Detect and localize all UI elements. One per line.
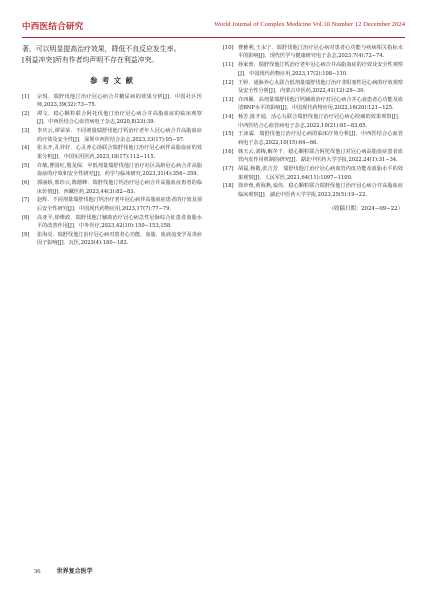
reference-item: [223, 61, 403, 78]
reference-number: [10]: [223, 45, 234, 51]
reference-number: [5]: [22, 162, 30, 169]
reference-item: [22, 162, 202, 179]
reference-text: 张海亮．瑞舒伐他汀治疗冠心病对患者心功能、血脂、血液流变学及炎症因子影响[J]．瓦医,2023(4):180−182.: [37, 231, 202, 247]
reference-number: [1]: [22, 93, 30, 100]
reference-item: [22, 231, 202, 248]
reference-item: [22, 214, 202, 231]
journal-title-cn: 中西医结合研究: [22, 22, 84, 32]
reference-number: [2]: [22, 110, 30, 117]
reference-number: [6]: [22, 180, 30, 187]
received-date: （收稿日期：2024−09−22）: [328, 206, 403, 213]
reference-item: [223, 96, 403, 113]
reference-text: 王婷．通脉养心丸联合低剂量瑞舒伐他汀治疗非阻塞性冠心病的疗效观察及安全性分析[J]．内蒙古中医药,2022,41(12):29−30.: [238, 79, 403, 95]
right-column: [223, 44, 403, 212]
footer-journal-name: 世界复合医学: [56, 568, 93, 575]
reference-item: [223, 44, 403, 61]
reference-number: [14]: [223, 114, 234, 121]
reference-number: [3]: [22, 128, 30, 135]
reference-item: [223, 182, 403, 199]
reference-list-right: [223, 44, 403, 199]
reference-text: 徐珍蓉,黄海燕,栾伟．稳心颗粒联合瑞舒伐他汀治疗冠心病合并高脂血症临床观察[J]．湖北中医药大学学报,2023,25(5):19−22.: [238, 183, 403, 198]
reference-text: 韩天云,刘梅,解冬千．稳心颗粒联合阿托伐他汀对冠心病高脂血症患者血管内皮作用机制的研究[J]．湖北中医药大学学报,2022,24(1):31−34.: [238, 148, 403, 164]
reference-text: 曹雅利,王永宁．瑞舒伐他汀治疗冠心病对患者心功能与疾病相关指标水平的影响[J]．现代医学与健康研究电子杂志,2023,7(4):72−74.: [238, 45, 403, 60]
reference-text: 杨芳,陈开通．活心丸联合瑞舒伐他汀治疗冠心病心绞痛的效果观察[J]．中西医结合心血管病电子杂志,2022,10(21):81−83,65.: [238, 114, 403, 129]
reference-item: [22, 196, 202, 213]
references-heading: 参 考 文 献: [90, 75, 134, 85]
reference-item: [223, 148, 403, 165]
reference-item: [223, 130, 403, 147]
reference-number: [15]: [223, 131, 234, 138]
reference-item: [223, 113, 403, 130]
reference-text: 李庆云,谭荣荣．不同剂量瑞舒伐他汀钙治疗老年人冠心病合并高脂血症的疗效及安全性[J]．深圳中西医结合杂志,2023,33(17):95−97.: [37, 128, 202, 143]
reference-number: [7]: [22, 197, 30, 204]
page-footer: [34, 566, 93, 575]
conflict-statement: [利益冲突]所有作者均声明不存在利益冲突。: [22, 56, 159, 65]
reference-text: 许敏,曹国红,殷龙保．中低剂量瑞舒伐他汀治疗社区高龄冠心病合并高脂血症的疗效和安全性研究[J]．药学与临床研究,2023,31(4):356−359.: [37, 162, 202, 178]
reference-number: [13]: [223, 96, 234, 103]
left-column: [22, 44, 202, 248]
reference-number: [8]: [22, 214, 30, 221]
reference-text: 宗悦．瑞舒伐他汀治疗冠心病合并糖尿病的效果分析[J]．中国社区医师,2023,39(32):73−75.: [37, 93, 202, 109]
reference-number: [4]: [22, 145, 30, 152]
reference-text: 赵辉．不同剂量瑞舒伐他汀钙治疗老年冠心病伴高脂血症患者的疗效及预后安全性研究[J]．中国现代药物应用,2023,17(7):77−79.: [37, 197, 202, 212]
reference-text: 谭文．稳心颗粒联合阿托伐他汀治疗冠心病合并高脂血症的临床观察[J]．中西医结合心血管病电子杂志,2020,8(23):39.: [37, 110, 202, 126]
reference-number: [17]: [223, 166, 234, 173]
reference-item: [22, 144, 202, 161]
reference-text: 张永开,孔祥好．心灵养心汤联合瑞舒伐他汀治疗冠心病伴高脂血症的效果分析[J]．中国实用医药,2023,18(17):112−115.: [37, 145, 202, 160]
reference-item: [22, 127, 202, 144]
reference-text: 郭丽娇,邢珍云,陈德峰．瑞舒伐他汀钙治疗冠心病合并高脂血症患者的临床价值[J]．西藏医药,2023,44(3):82−83.: [37, 180, 202, 195]
reference-number: [18]: [223, 183, 234, 190]
page-number: 36: [34, 568, 41, 575]
reference-number: [12]: [223, 79, 234, 86]
reference-list-left: [22, 93, 202, 248]
running-header: [22, 20, 405, 36]
reference-item: [223, 165, 403, 182]
reference-item: [223, 79, 403, 96]
header-rule: [22, 37, 405, 38]
reference-item: [22, 179, 202, 196]
reference-number: [9]: [22, 231, 30, 238]
reference-text: 王沛霖．瑞舒伐他汀治疗冠心病的临床疗效分析[J]．中西医结合心血管病电子杂志,2022,10(15):64−66.: [238, 131, 403, 146]
reference-text: 许西雁．高剂量瑞舒伐他汀钙辅助治疗对冠心病合并心衰患者心功能及血清BNP水平的影响[J]．中国现代药物应用,2022,16(20):121−125.: [238, 96, 403, 112]
reference-text: 孙家蓉．瑞舒伐他汀钙治疗老年冠心病合并高脂血症的疗效及安全性观察[J]．中国现代药物应用,2023,17(2):108−110.: [238, 62, 403, 77]
body-paragraph: 著，可以明显提高治疗效果，降低不良反应发生率。: [22, 45, 181, 53]
journal-title-en: World Journal of Complex Medicine Vol.10 Number 12 December 2024: [214, 21, 405, 28]
reference-number: [11]: [223, 62, 234, 69]
reference-text: 高亚平,徐维政．瑞舒伐他汀辅助治疗冠心病急性冠脉综合征患者血脂水平的改善作用[J]．中外医疗,2023,42(10):150−153,158.: [37, 214, 202, 230]
reference-number: [16]: [223, 148, 234, 155]
reference-text: 胡磊,杨敬,张吉芳．瑞舒伐他汀治疗冠心病血管内皮功能及血脂水平的效果观察[J]．人民军医,2021,64(11):1097−1100.: [238, 166, 403, 181]
reference-item: [22, 93, 202, 110]
reference-item: [22, 110, 202, 127]
